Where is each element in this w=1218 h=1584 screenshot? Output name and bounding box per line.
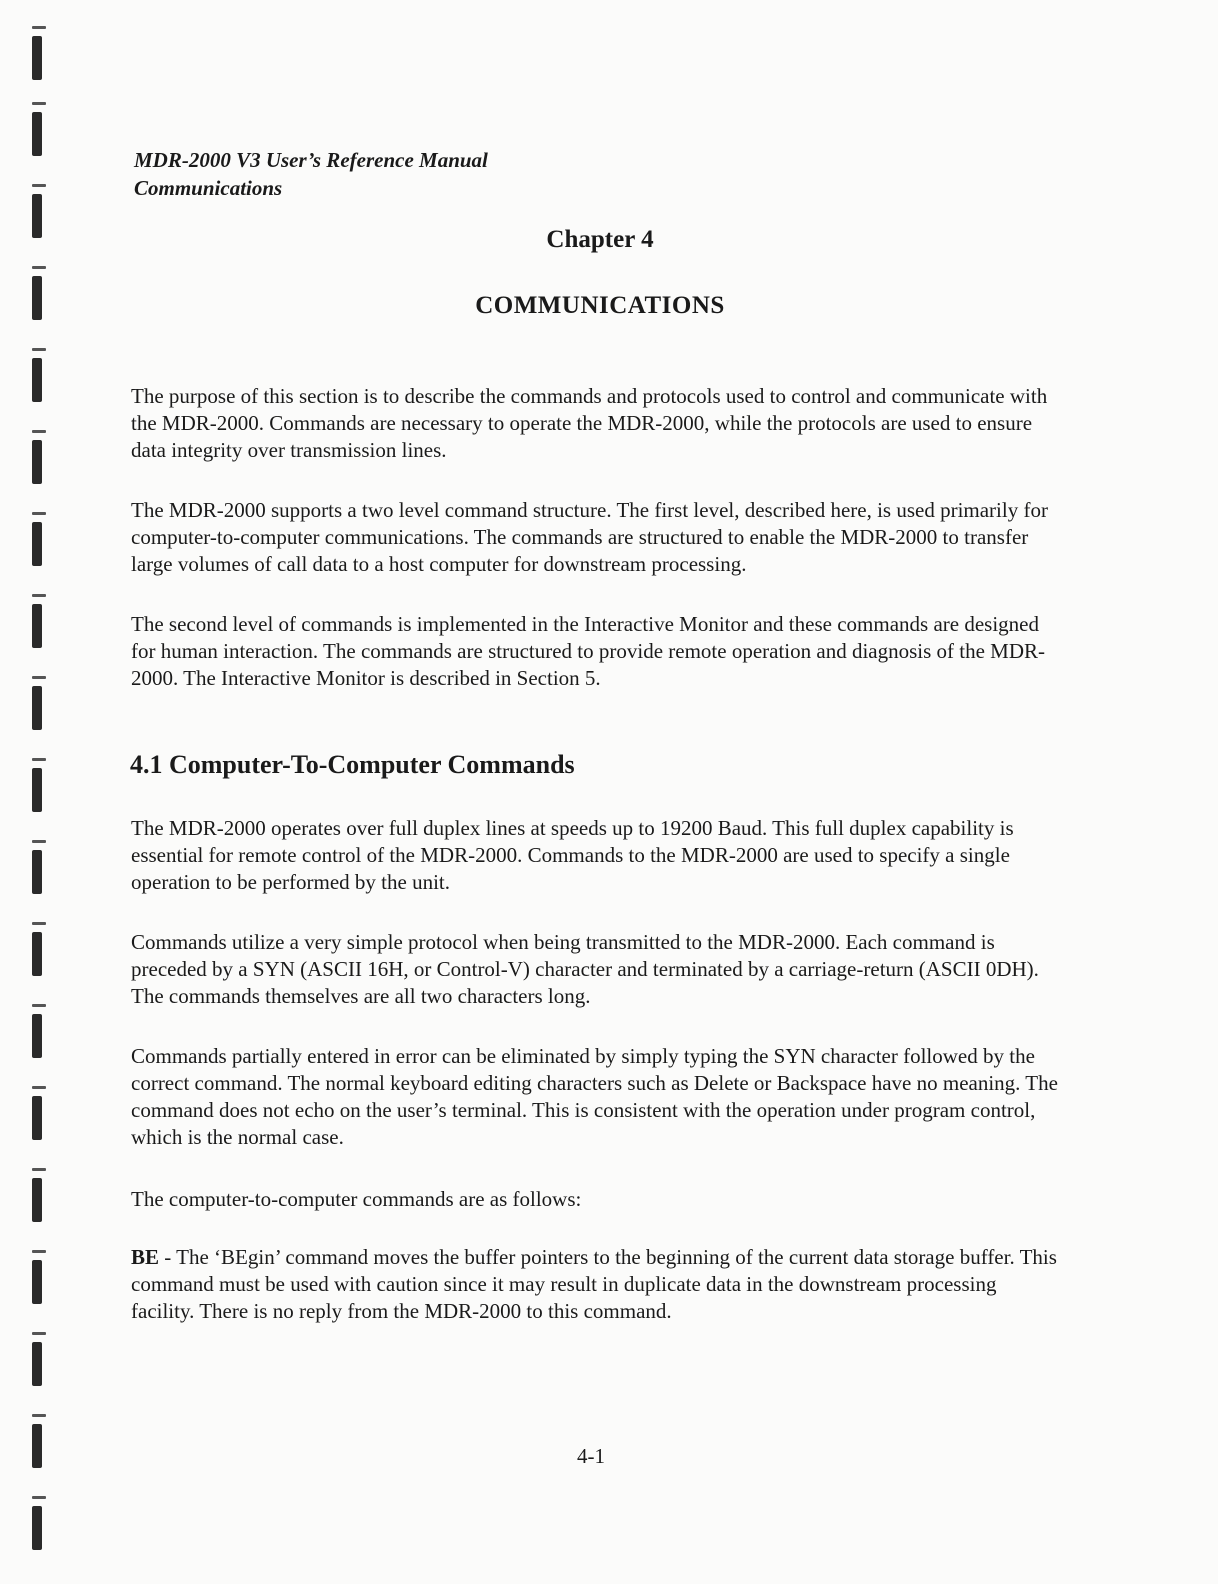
section-heading: 4.1 Computer-To-Computer Commands — [130, 750, 575, 779]
section-paragraph-3: Commands partially entered in error can be eliminated by simply typing the SYN character followed by the correct command. The normal keyboard editing characters such as Delete or Backspace have no meaning. The command does not echo on the user’s terminal. This is consistent with the operation under program control, which is the normal case. — [131, 1044, 1058, 1149]
section-paragraph-1: The MDR-2000 operates over full duplex lines at speeds up to 19200 Baud. This full duplex capability is essential for remote control of the MDR-2000. Commands to the MDR-2000 are used to specify a single operation to be performed by the unit. — [131, 816, 1014, 894]
binding-hole — [32, 440, 42, 484]
binding-hole — [32, 850, 42, 894]
binding-hole — [32, 604, 42, 648]
intro-paragraph-3: The second level of commands is implemented in the Interactive Monitor and these commands are designed for human interaction. The commands are structured to provide remote operation and diagnosis of the MDR-2000. The Interactive Monitor is described in Section 5. — [131, 612, 1046, 690]
header-section-name: Communications — [134, 176, 283, 200]
binding-hole — [32, 932, 42, 976]
command-be-term: BE — [131, 1245, 160, 1269]
command-be-entry — [131, 1244, 1061, 1325]
binding-hole — [32, 768, 42, 812]
section-paragraph-2: Commands utilize a very simple protocol when being transmitted to the MDR-2000. Each command is preceded by a SYN (ASCII 16H, or Control-V) character and terminated by a carriage-return (ASCII 0DH). The commands themselves are all two characters long. — [131, 930, 1039, 1008]
binding-hole — [32, 1260, 42, 1304]
chapter-label: Chapter 4 — [546, 226, 654, 253]
section-paragraph-4: The computer-to-computer commands are as follows: — [131, 1187, 582, 1211]
running-header — [134, 146, 488, 202]
binding-hole — [32, 36, 42, 80]
binding-hole — [32, 112, 42, 156]
binding-hole — [32, 522, 42, 566]
intro-paragraph-1: The purpose of this section is to describe the commands and protocols used to control and communicate with the MDR-2000. Commands are necessary to operate the MDR-2000, while the protocols are used to ensure data integrity over transmission lines. — [131, 384, 1048, 462]
binding-hole — [32, 1014, 42, 1058]
header-manual-title: MDR-2000 V3 User’s Reference Manual — [134, 148, 488, 172]
chapter-title: COMMUNICATIONS — [475, 292, 725, 319]
binding-hole — [32, 1342, 42, 1386]
binding-hole — [32, 1178, 42, 1222]
intro-paragraph-2: The MDR-2000 supports a two level command structure. The first level, described here, is used primarily for computer-to-computer communications. The commands are structured to enable the MDR-2000 to transfer large volumes of call data to a host computer for downstream processing. — [131, 498, 1048, 576]
binding-hole — [32, 1096, 42, 1140]
command-be-description: - The ‘BEgin’ command moves the buffer pointers to the beginning of the current data storage buffer. This command must be used with caution since it may result in duplicate data in the downstream processing facility. There is no reply from the MDR-2000 to this command. — [131, 1245, 1057, 1323]
binding-hole — [32, 686, 42, 730]
binding-hole — [32, 358, 42, 402]
binding-hole — [32, 1506, 42, 1550]
page-number: 4-1 — [577, 1444, 605, 1468]
